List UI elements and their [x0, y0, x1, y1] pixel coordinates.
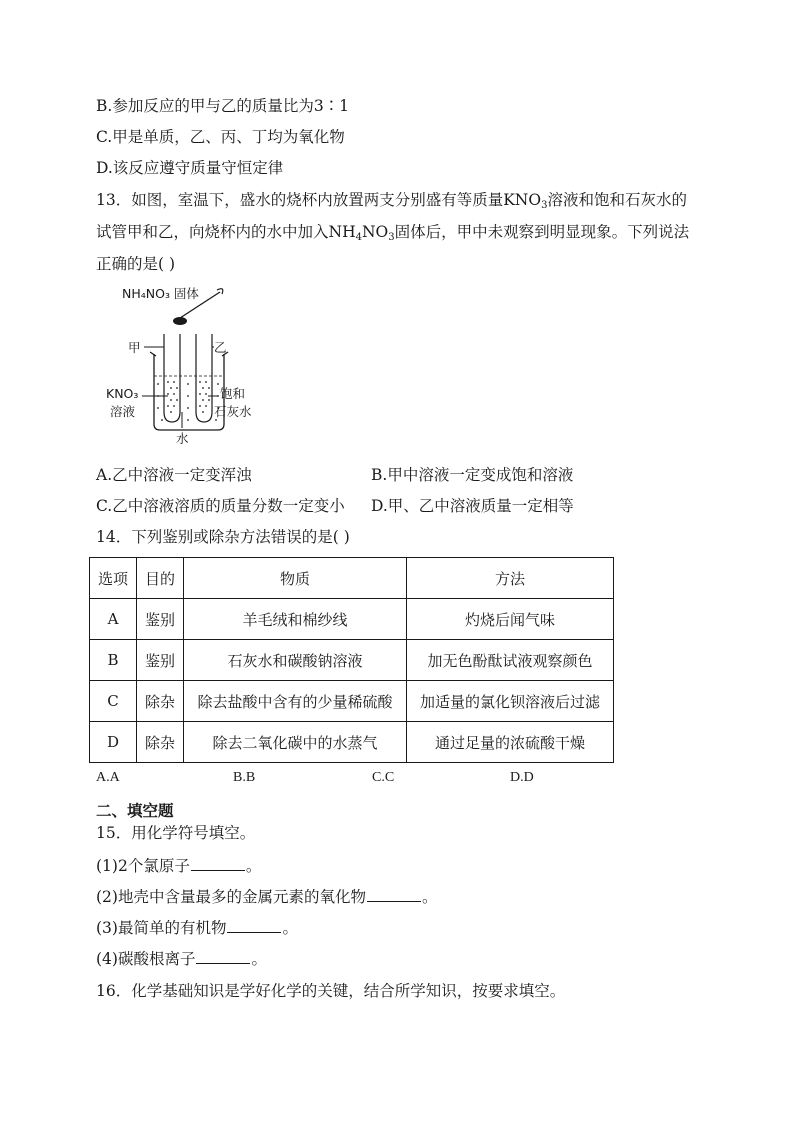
left-label-2: 溶液	[110, 404, 136, 419]
table-cell: 通过足量的浓硫酸干燥	[407, 722, 614, 763]
q13-option-c: C.乙中溶液溶质的质量分数一定变小	[96, 497, 345, 515]
q14-answer-b: B.B	[233, 770, 256, 785]
table-cell: 鉴别	[137, 599, 184, 640]
table-cell: 加适量的氯化钡溶液后过滤	[407, 681, 614, 722]
reagent-label: NH₄NO₃ 固体	[122, 286, 199, 301]
q16-stem: 16．化学基础知识是学好化学的关键，结合所学知识，按要求填空。	[96, 982, 566, 1000]
q15-item: (3)最简单的有机物 。	[96, 919, 298, 937]
q13-option-a: A.乙中溶液一定变浑浊	[96, 466, 252, 484]
table-cell: 石灰水和碳酸钠溶液	[184, 640, 407, 681]
table-header-cell: 方法	[407, 558, 614, 599]
test-tube-b-icon	[196, 334, 212, 422]
table-header-row	[90, 558, 614, 599]
table-cell: 除去二氧化碳中的水蒸气	[184, 722, 407, 763]
table-row	[90, 722, 614, 763]
answer-blank[interactable]	[367, 887, 421, 902]
table-cell: A	[90, 599, 137, 640]
table-cell: 除杂	[137, 681, 184, 722]
left-label-1: KNO₃	[106, 386, 139, 401]
table-cell: C	[90, 681, 137, 722]
q14-stem: 14．下列鉴别或除杂方法错误的是( )	[96, 528, 350, 546]
table-row	[90, 640, 614, 681]
tube-b-label: 乙	[214, 340, 227, 355]
answer-blank[interactable]	[227, 918, 281, 933]
q14-options-table	[89, 557, 614, 763]
q15-stem: 15．用化学符号填空。	[96, 824, 256, 842]
table-cell: 除去盐酸中含有的少量稀硫酸	[184, 681, 407, 722]
table-header-cell: 物质	[184, 558, 407, 599]
table-cell: B	[90, 640, 137, 681]
q12-option-c: C.甲是单质，乙、丙、丁均为氧化物	[96, 128, 345, 146]
water-label: 水	[176, 431, 189, 446]
table-header-cell: 目的	[137, 558, 184, 599]
answer-blank[interactable]	[196, 949, 250, 964]
table-cell: 除杂	[137, 722, 184, 763]
test-tube-a-icon	[164, 334, 180, 422]
q14-answer-c: C.C	[372, 770, 395, 785]
table-cell: D	[90, 722, 137, 763]
section-title: 二、填空题	[96, 801, 174, 820]
solid-pile-icon	[173, 317, 187, 325]
answer-blank[interactable]	[191, 856, 245, 871]
beaker-test-tube-figure	[100, 284, 270, 448]
table-header-cell: 选项	[90, 558, 137, 599]
q15-item: (4)碳酸根离子 。	[96, 950, 267, 968]
table-cell: 加无色酚酞试液观察颜色	[407, 640, 614, 681]
q15-item: (1)2个氯原子 。	[96, 857, 262, 875]
q13-option-d: D.甲、乙中溶液质量一定相等	[371, 497, 574, 515]
right-label-2: 石灰水	[214, 404, 252, 419]
q15-item: (2)地壳中含量最多的金属元素的氧化物 。	[96, 888, 438, 906]
right-label-1: 饱和	[220, 386, 246, 401]
q12-option-b: B.参加反应的甲与乙的质量比为3∶1	[96, 97, 350, 115]
table-row	[90, 599, 614, 640]
table-cell: 灼烧后闻气味	[407, 599, 614, 640]
q14-answer-a: A.A	[96, 770, 120, 785]
beaker-lip-left	[150, 352, 156, 356]
solution-dots	[157, 381, 219, 421]
table-row	[90, 681, 614, 722]
q13-stem-line3: 正确的是( )	[96, 255, 176, 273]
tube-a-label: 甲	[128, 340, 141, 355]
q13-stem-line2: 试管甲和乙，向烧杯内的水中加入$NH_4NO_3$固体后，甲中未观察到明显现象。下列说法	[96, 223, 690, 243]
q14-answer-d: D.D	[510, 770, 534, 785]
table-cell: 鉴别	[137, 640, 184, 681]
q13-stem-line1: 13．如图，室温下，盛水的烧杯内放置两支分别盛有等质量$KNO_3$溶液和饱和石灰水的	[96, 191, 687, 211]
q12-option-d: D.该反应遵守质量守恒定律	[96, 159, 284, 177]
q13-option-b: B.甲中溶液一定变成饱和溶液	[371, 466, 574, 484]
table-cell: 羊毛绒和棉纱线	[184, 599, 407, 640]
